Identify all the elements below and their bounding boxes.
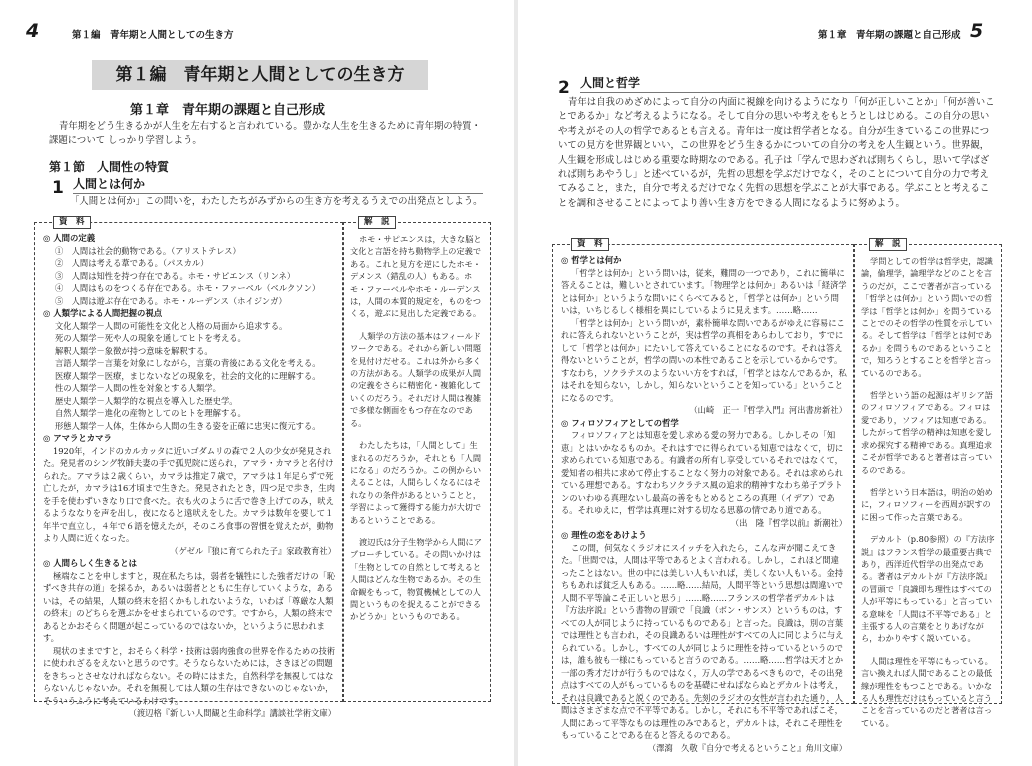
material-line: この間，何気なくラジオにスイッチを入れたら，こんな声が聞こえてきた。「世間では，人間は平等であるとよく言われる。しかし，これほど間違ったことはない。世の中には美しい人もいれば，美しくない人もいる。金持ちもあれば貧乏人もある。……略……結局，人間平等という思想は間違いで人間不平等論こそ正しいと思う」……略……フランスの哲学者デカルトは『方法序説』という書物の冒頭で「良識（ボン・サンス）というものは，すべての人が同じように持っているものである」と言った。良識は，別の言葉では理性とも言われ，その良識あるいは理性がすべての人に同じように与えられている。しかし，すべての人が同じように理性を持っているというのでは，誰も彼も一様にもっていると言うのである。……略……哲学は天才とか一部の秀才だけが行うものではなく，万人の学であるべきもので，その出発点はすべての人がもっているものを基礎にせねばならぬとデカルトは考え，それは良識であると説くのである。先刻のラジオの女性が言われた通り，人間はさまざまな点で不平等である。しかし，それにも不平等であればこそ，人間にあって平等なものは理性のみであると，デカルトは，それこそ理性をもっていることである在ると答えるのである。	[561, 542, 844, 740]
material-line: 現状のままですと，おそらく科学・技術は弱肉強食の世界を作るための技術に使われざるをえないと思うのです。そうならないためには，さきほどの問題をきちっとさせなければならない。その時にはまた，自然科学を無視してはならないんじゃないか。それを無視しては人類の生存はできないのじゃないか，そういうふうに考えているわけです。	[43, 645, 336, 706]
material-label: 資 料	[571, 238, 609, 251]
commentary-paragraph: 学問としての哲学は哲学史，認識論，倫理学，論理学などのことを言うのだが，ここで著者が言っている「哲学とは何か」という問いでの哲学は「哲学とは何か」を問うていることでのその哲学の性質を示している。そして哲学は「哲学とは何であるか」を問うものであるということで，知ろうとすることを哲学と言っているのである。	[861, 256, 993, 378]
commentary-text	[344, 223, 490, 637]
commentary-paragraph: デカルト（p.80参照）の『方法序説』はフランス哲学の最重要古典であり，西洋近代哲学の出発点である。著者はデカルトが『方法序説』の冒頭で「良識即ち理性はすべての人が平等にもっている」と言っている意味を「人間は不平等である」と主張する人の言葉をとりあげながら，わかりやすく説いている。	[861, 534, 995, 644]
material-line: ④ 人間はものをつくる存在である。ホモ・ファーベル（ベルクソン）	[55, 283, 321, 293]
material-line: 極端なことを申しますと，現在私たちは，弱者を犠牲にした強者だけの「恥ずべき共存の道」を採るか，あるいは弱者とともに生存していくような，あるいは，その結果，人類の終末を招くかもしれないような，いわば「尊厳な人類の終末」のどちらを選ぶかをせまられているのです。ですから，人類の終末であるとかおそらく問題が起こっているのではないか，というように思われます。	[43, 570, 336, 643]
material-line: 歴史人類学－人類学的な視点を導入した歴史学。	[55, 395, 238, 406]
material-heading: ◎ 人類学による人間把握の視点	[43, 308, 163, 318]
material-line: 医療人類学－医療，まじないなどの現象を，社会的文化的に理解する。	[55, 370, 321, 381]
commentary-label: 解 説	[358, 216, 396, 229]
part-title: 第１編 青年期と人間としての生き方	[92, 60, 428, 90]
material-source: （澤瀉 久敬『自分で考えるということ』角川文庫）	[647, 742, 847, 753]
section-heading: 第１節 人間性の特質	[49, 160, 170, 174]
chapter-title: 第１章 青年期の課題と自己形成	[130, 103, 326, 118]
page-number: 4	[26, 20, 40, 42]
left-page	[0, 0, 514, 766]
material-line: 解釈人類学－象徴が持つ意味を解釈する。	[55, 345, 213, 356]
material-heading: ◎ アマラとカマラ	[43, 433, 112, 443]
material-line: 性の人類学－人間の性を対象とする人類学。	[55, 383, 221, 393]
material-line: 「哲学とは何か」という問いが，素朴簡単な問いであるがゆえに容易にこれに答えられないということが，実は哲学の真相をあらわしており，すでにして「哲学とは何か」にたいして答えていることになるのです。それは答え得ないということが，哲学の問いの本性であることを示しているからです。すなわち，ソクラテスのようないい方をすれば，「哲学とはなんであるか，私はそれを知らない，しかし，知らないということを知っている」ということになるのです。	[561, 317, 847, 403]
commentary-text	[855, 245, 1001, 743]
commentary-paragraph: 人類学の方法の基本はフィールドワークである。それから新しい問題を見付けだせる。これは外から多くの方法がある。人類学の成果が人間の定義をさらに精密化・複雑化していくのだろう。それだけ人間は複雑で多様な側面をもつ存在なのである。	[350, 330, 482, 428]
material-heading: ◎ 人間らしく生きるとは	[43, 558, 137, 568]
running-head: 第１編 青年期と人間としての生き方	[72, 30, 234, 41]
material-line: 言語人類学－言葉を対象にしながら，言葉の背後にある文化を考える。	[55, 358, 321, 368]
commentary-paragraph: 人間は理性を平等にもっている。言い換えれば人間であることの最低線が理性をもつことである。いかなる人も理性だけはもっていると言うことを言っているのだと著者は言っている。	[861, 655, 993, 728]
page-number: 5	[970, 20, 984, 42]
running-head: 第１章 青年期の課題と自己形成	[818, 30, 961, 41]
topic-title: 人間と哲学	[580, 74, 980, 93]
material-line: ② 人間は考える葦である。（パスカル）	[55, 258, 209, 268]
topic-lead: 青年は自我のめざめによって自分の内面に視線を向けるようになり「何が正しいことか」「何が善いことであるか」など考えるようになる。そして自分の思いや考えをもとうとしはじめる。この自分の思いや考えがその人の哲学であるとも言える。青年は一度は哲学者となる。自分が生きているこの世界についての見方を世界観といい，この世界をどう生きるかについての自分の考えを人生観という。世界観，人生観を形成しはじめる重要な時期なのである。孔子は「学んで思わざれば則ちくらし，思いて学ばざれば則ちあやうし」と述べているが，先哲の思想を学ぶだけでなく，そのことについて自分の力で考えてみること，また，自分で考えるだけでなく先哲の思想を学ぶことが大事である。学ぶことと考えることを調和させることによってより善い生き方をできる人間になるように努めよう。	[558, 97, 995, 209]
commentary-box	[343, 217, 491, 702]
material-line: フィロソフィアとは知恵を愛し求める愛の努力である。しかしその「知恵」とはいかなるものか。それはすでに得られている知恵ではなくて，切に求められている知恵である。有識者の所有し享受しているそれではなくて，愛知者の相共に求めて停止することなく努力の対象である。それは求められている理想である。すなわちソクラテス風の追求的精神すなわち弟子プラトンのいわゆる真理ないし最高の善をもとめるところの真理（イデア）である。それゆえに，哲学は真理に対する切なる思慕の情であり道である。	[561, 430, 844, 515]
material-line: ③ 人間は知性を持つ存在である。ホモ・サピエンス（リンネ）	[55, 270, 296, 281]
material-heading: ◎ 人間の定義	[43, 233, 96, 243]
material-heading: ◎ フィロソフィアとしての哲学	[561, 417, 679, 428]
topic-lead: 「人間とは何か」この問いを，わたしたちがみずからの生き方を考えるうえでの出発点としよう。	[70, 196, 483, 207]
chapter-intro: 青年期をどう生きるかが人生を左右すると言われている。豊かな人生を生きるために青年期の特質・課題について しっかり学習しよう。	[49, 121, 481, 147]
commentary-paragraph: 哲学という日本語は，明治の始めに，フィロソフィーを西周が訳すのに困って作った言葉である。	[861, 486, 993, 522]
material-heading: ◎ 理性の恋をあけよう	[561, 530, 647, 540]
material-line: 「哲学とは何か」という問いは，従来，難問の一つであり，これに簡単に答えることは，難しいとされています。「物理学とは何か」あるいは「経済学とは何か」というような問いにくらべてみると，「哲学とは何か」という問いは，いちじるしく様相を異にしているように見えます。……略……	[561, 267, 847, 315]
commentary-paragraph: 哲学という語の起源はギリシア語のフィロソフィアである。フィロは愛であり，ソフィアは知恵である。したがって哲学の精神は知恵を愛し求め探究する精神である。真理追求こそが哲学であると著者は言っているのである。	[861, 390, 993, 475]
topic-number: 1	[52, 178, 64, 198]
material-heading: ◎ 哲学とは何か	[561, 255, 622, 265]
material-box	[34, 217, 343, 718]
commentary-box	[854, 239, 1002, 728]
material-text	[35, 223, 342, 724]
material-source: （ゲゼル『狼に育てられた子』家政教育社）	[170, 545, 336, 556]
commentary-label: 解 説	[869, 238, 907, 251]
material-line: 自然人類学－進化の産物としてのヒトを理解する。	[55, 408, 246, 418]
commentary-paragraph: ホモ・サピエンスは，大きな脳と文化と言語を持ち動物学上の定義である。これと見方を逆にしたホモ・デメンス（錯乱の人）もある。ホモ・ファーベルやホモ・ルーデンスは，人間の本質的規定を，ものをつくる，遊ぶに見出した定義である。	[350, 234, 482, 319]
commentary-paragraph: 渡辺氏は分子生物学から人間にアプローチしている。その問いかけは「生物としての自然として考えると人間はどんな生物であるか。その生命観をもって，物質機械としての人間というものを捉えることができるかどうか」というものである。	[350, 536, 482, 622]
material-line: 1920年，インドのカルカッタに近いゴダムリの森で２人の少女が発見された。発見者のシング牧師夫妻の手で孤児院に送られ，アマラ・カマラと名付けられた。アマラは２歳くらい，カマラは推定７歳で，アマラは１年足らずで死亡したが，カマラは16才頃まで生きた。発見されたとき，四つ足で歩き，生肉を手を使わずいきなり口で食べた。衣も火のように舌で巻き上げてのみ，吠えるようななりを声を出し，夜になると遠吠えをした。カマラは数年を要して１年半で直立し，４年で６語を憶えたが，そのころ食事の習慣を覚えたが，動物より人間に近くなった。	[43, 445, 335, 543]
material-line: ① 人間は社会的動物である。（アリストテレス）	[55, 245, 241, 256]
topic-title: 人間とは何か	[73, 175, 483, 194]
topic-number: 2	[558, 78, 570, 98]
material-line: ⑤ 人間は遊ぶ存在である。ホモ・ルーデンス（ホイジンガ）	[55, 295, 287, 306]
material-source: （山崎 正一『哲学入門』河出書房新社）	[689, 405, 847, 415]
material-text	[553, 245, 853, 758]
material-source: （渡辺格『新しい人間観と生命科学』講談社学術文庫）	[128, 708, 336, 718]
material-source: （出 隆『哲学以前』新潮社）	[730, 517, 847, 528]
material-label: 資 料	[53, 216, 91, 229]
right-page	[518, 0, 1032, 766]
material-line: 死の人類学－死や人の現象を通してヒトを考える。	[55, 333, 246, 343]
commentary-paragraph: わたしたちは，「人間として」生まれるのだろうか，それとも「人間になる」のだろうか。この例からいえることは，人間らしくなるにはそれなりの条件があるということと，学習によって獲得する能力が大切であるということである。	[350, 440, 482, 525]
material-box	[552, 239, 854, 753]
material-line: 文化人類学－人間の可能性を文化と人格の局面から追求する。	[55, 320, 288, 331]
material-line: 形態人類学－人体，生体から人間の生きる姿を正確に忠実に復元する。	[55, 420, 321, 431]
